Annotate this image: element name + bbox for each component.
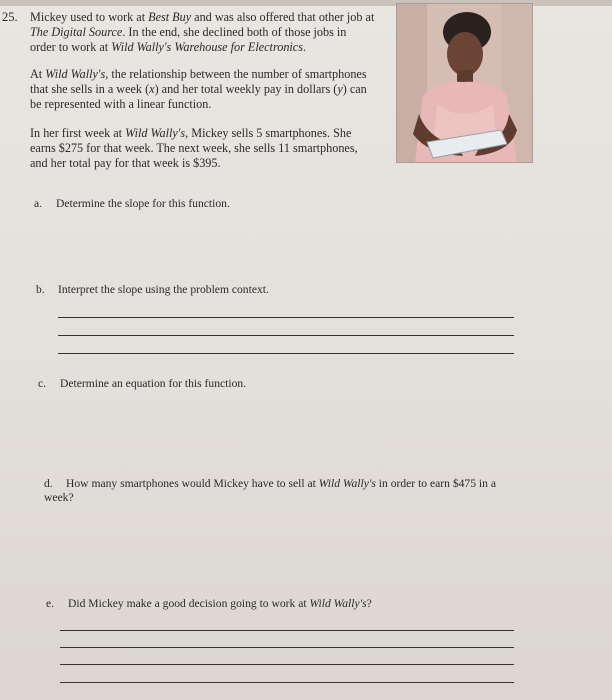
- answer-line-e2[interactable]: [60, 647, 514, 648]
- answer-line-e1[interactable]: [60, 630, 514, 631]
- question-c: c. Determine an equation for this function.: [38, 377, 247, 390]
- answer-line-b3[interactable]: [58, 353, 514, 354]
- data-paragraph: In her first week at Wild Wally's, Mickey sells 5 smartphones. She earns $275 for that week. The next week, she sells 11 smartphones, and her total pay for that week is $395.: [30, 126, 358, 170]
- question-d: d. How many smartphones would Mickey have to sell at Wild Wally's in order to earn $475 in a week?: [44, 477, 496, 504]
- question-a: a. Determine the slope for this function.: [34, 197, 230, 210]
- question-e: e. Did Mickey make a good decision going to work at Wild Wally's?: [46, 597, 372, 610]
- question-b: b. Interpret the slope using the problem context.: [36, 283, 269, 296]
- answer-line-e4[interactable]: [60, 682, 514, 683]
- question-number: 25.: [2, 10, 18, 24]
- woman-using-tablet-photo: [396, 3, 533, 163]
- answer-line-e3[interactable]: [60, 664, 514, 665]
- relationship-paragraph: At Wild Wally's, the relationship between the number of smartphones that she sells in a week (x) and her total weekly pay in dollars (y) can be represented with a linear function.: [30, 67, 367, 111]
- answer-line-b2[interactable]: [58, 335, 514, 336]
- intro-paragraph: Mickey used to work at Best Buy and was also offered that other job at The Digital Source. In the end, she declined both of those jobs in order to work at Wild Wally's Warehouse for Electronics.: [30, 10, 375, 54]
- answer-line-b1[interactable]: [58, 317, 514, 318]
